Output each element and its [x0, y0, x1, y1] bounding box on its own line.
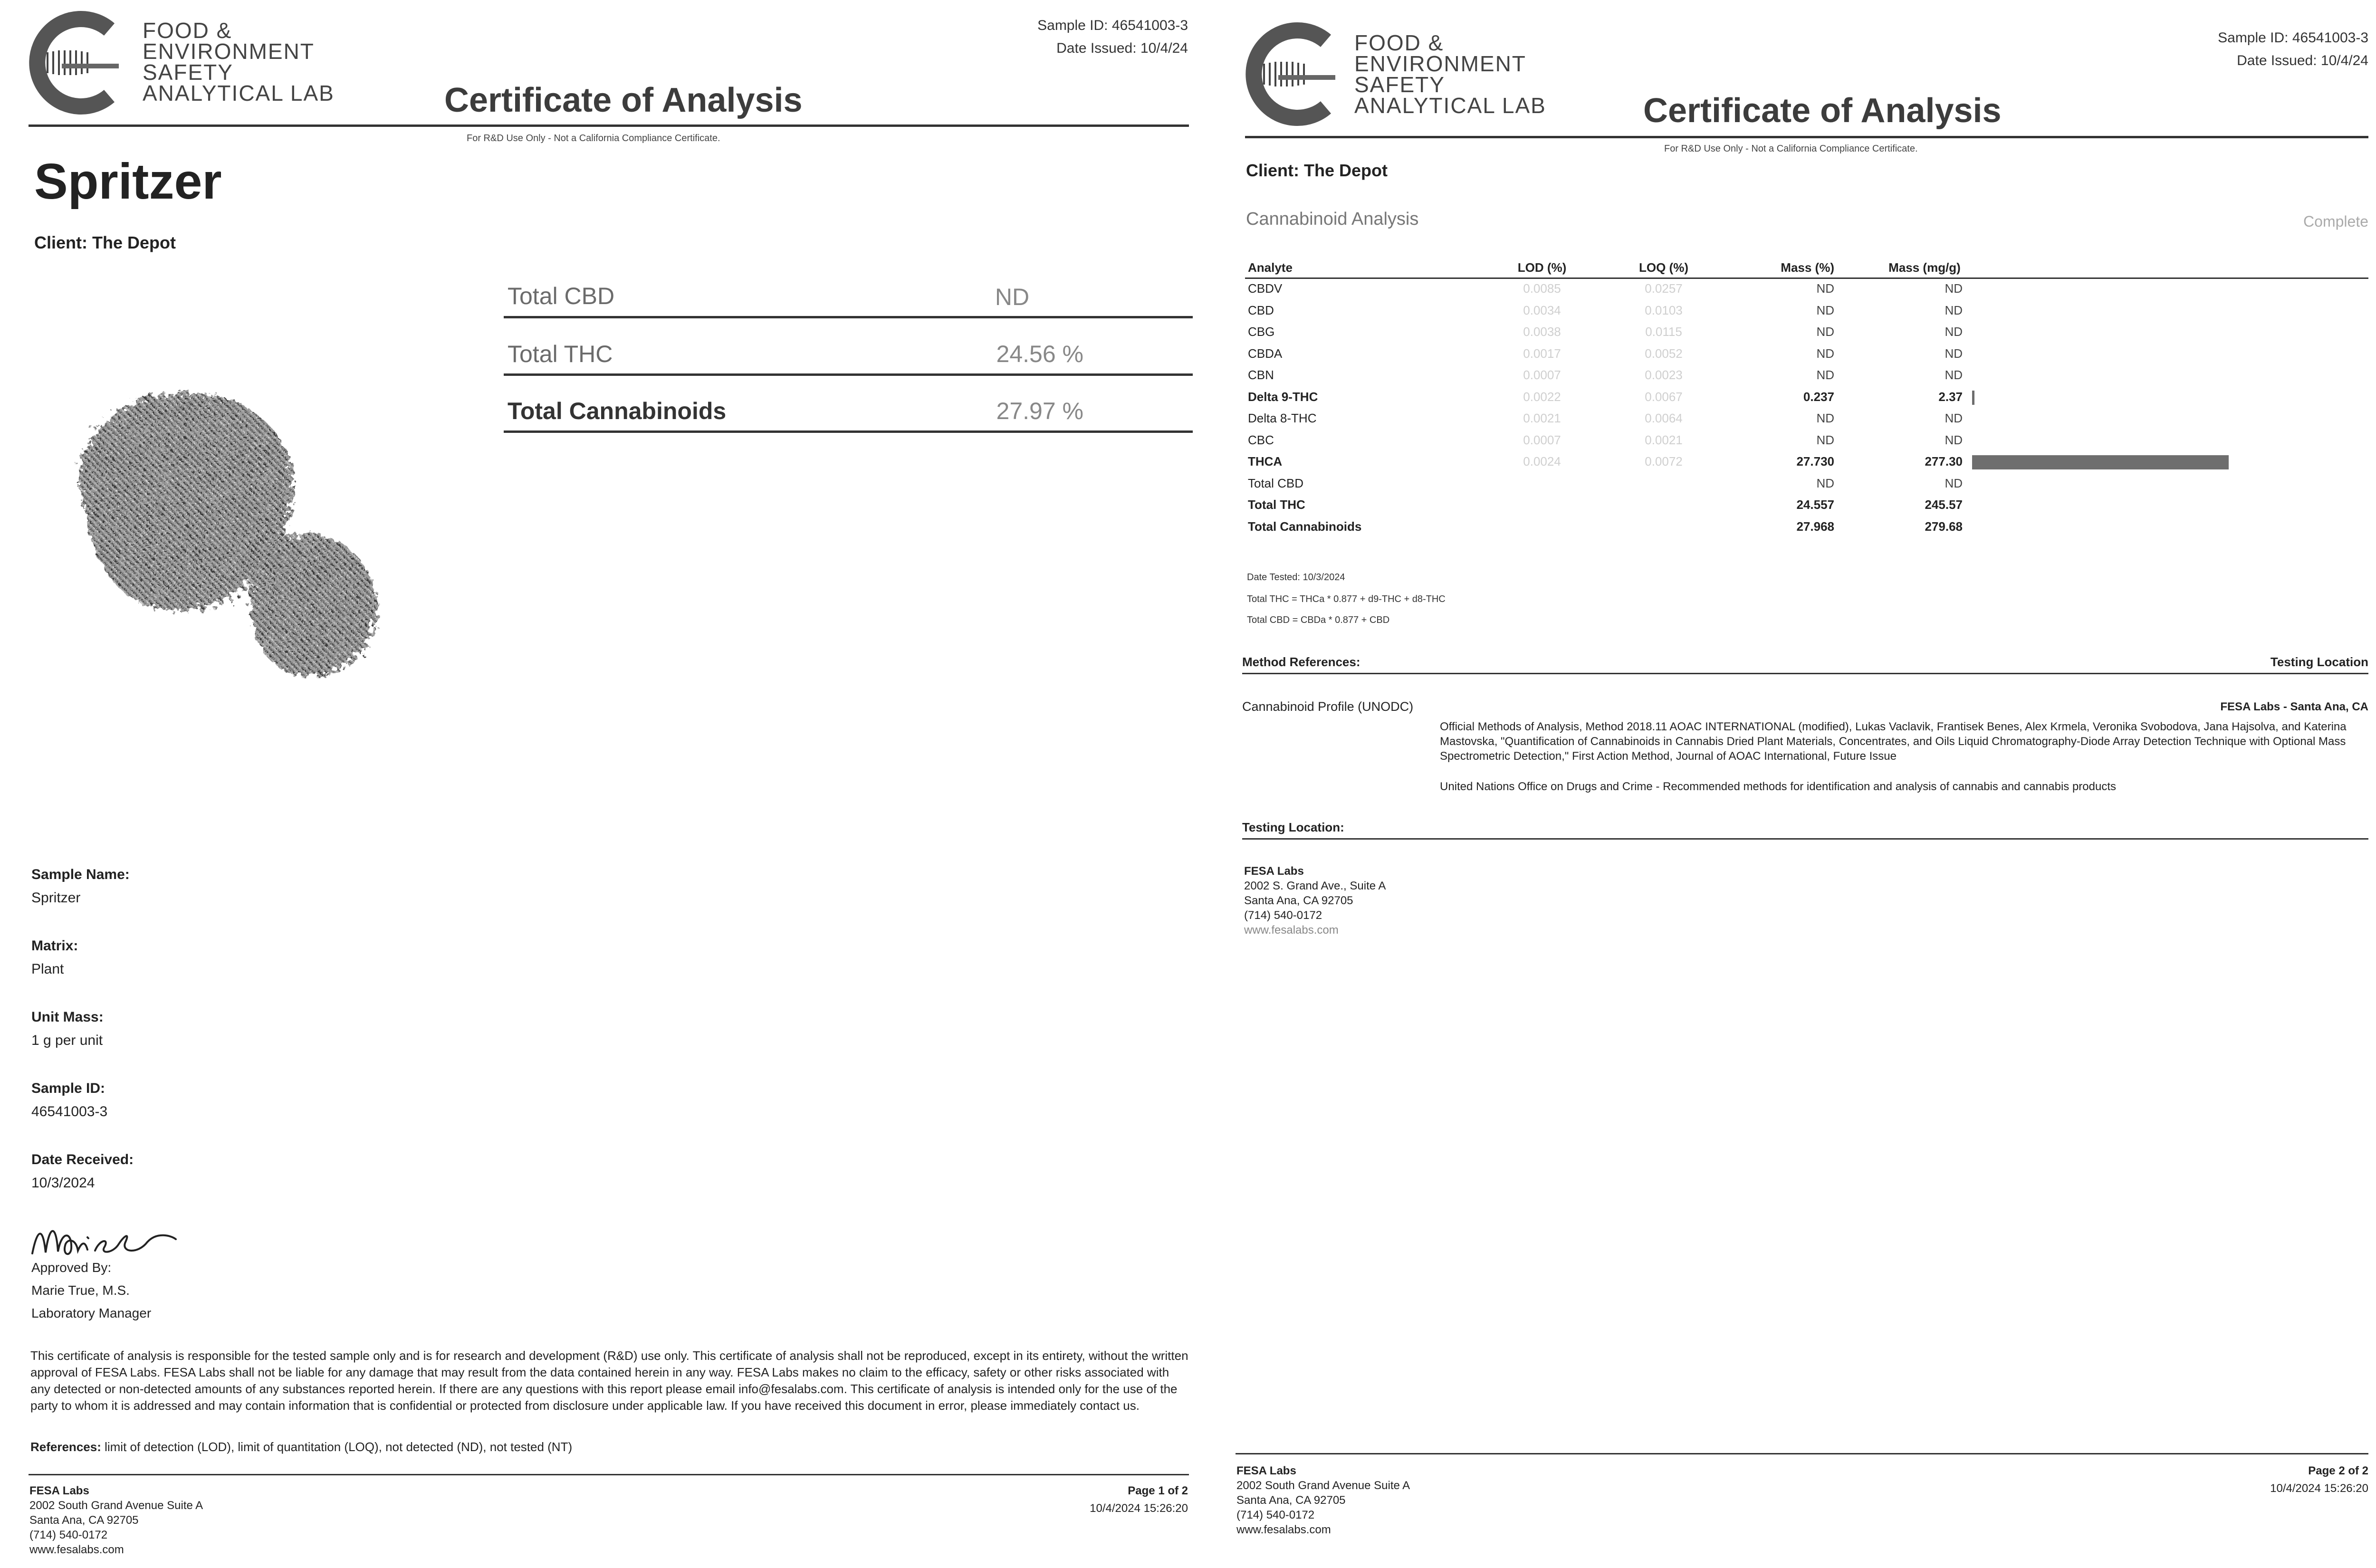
method-name: Cannabinoid Profile (UNODC) — [1242, 699, 1414, 714]
table-header-divider — [1245, 277, 2368, 279]
column-header-mass-pct: Mass (%) — [1781, 260, 1834, 275]
lod-value: 0.0024 — [1523, 454, 1561, 468]
coa-title: Certificate of Analysis — [444, 81, 803, 119]
testing-location-divider — [1242, 838, 2368, 840]
analyte-name: Delta 9-THC — [1248, 390, 1318, 404]
references-text: limit of detection (LOD), limit of quantitation (LOQ), not detected (ND), not tested (NT) — [101, 1440, 573, 1454]
footer-lab-name: FESA Labs — [29, 1484, 89, 1497]
mass-mg-value: ND — [1945, 476, 1963, 490]
lod-value: 0.0085 — [1523, 281, 1561, 296]
footer-page-info — [2270, 1463, 2368, 1496]
mass-pct-value: 27.968 — [1796, 519, 1834, 534]
mass-pct-value: ND — [1816, 476, 1834, 490]
signature — [29, 1211, 181, 1263]
column-header-lod: LOD (%) — [1517, 260, 1567, 275]
client-name: Client: The Depot — [34, 233, 176, 252]
loq-value: 0.0052 — [1645, 346, 1683, 361]
method-divider — [1242, 673, 2368, 674]
method-references-heading: Method References: — [1242, 655, 1360, 669]
footer-phone: (714) 540-0172 — [29, 1529, 108, 1541]
footer-address-line: Santa Ana, CA 92705 — [29, 1514, 139, 1527]
footer-address — [1236, 1463, 1410, 1537]
section-title: Cannabinoid Analysis — [1246, 209, 1419, 229]
field-value: 1 g per unit — [31, 1033, 103, 1048]
logo-line: SAFETY — [143, 60, 233, 85]
loq-value: 0.0064 — [1645, 411, 1683, 425]
logo-line: SAFETY — [1354, 72, 1445, 97]
sample-title: Spritzer — [34, 153, 222, 210]
mass-pct-value: ND — [1816, 303, 1834, 317]
mass-pct-value: ND — [1816, 368, 1834, 382]
mass-pct-value: ND — [1816, 325, 1834, 339]
rd-disclaimer: For R&D Use Only - Not a California Compliance Certificate. — [1664, 143, 1918, 154]
header-meta — [2218, 27, 2368, 72]
analyte-name: Total Cannabinoids — [1248, 519, 1362, 534]
loq-value: 0.0103 — [1645, 303, 1683, 317]
mass-mg-value: 277.30 — [1925, 454, 1963, 468]
lab-logo-text — [1354, 32, 1546, 116]
mass-bar — [1972, 391, 1974, 405]
mass-pct-value: ND — [1816, 433, 1834, 447]
footer-page-info — [1090, 1483, 1188, 1516]
mass-pct-value: ND — [1816, 346, 1834, 361]
column-header-analyte: Analyte — [1248, 260, 1293, 275]
footer-address — [29, 1483, 203, 1557]
column-header-mass-mg: Mass (mg/g) — [1888, 260, 1961, 275]
location-web-link[interactable]: www.fesalabs.com — [1244, 924, 1339, 937]
summary-divider — [504, 316, 1193, 318]
footer-timestamp: 10/4/2024 15:26:20 — [1090, 1502, 1188, 1515]
analysis-status: Complete — [2303, 213, 2368, 230]
footer-divider — [1236, 1453, 2368, 1454]
mass-pct-value: 24.557 — [1796, 497, 1834, 512]
summary-total-cannabinoids-value: 27.97 % — [996, 398, 1083, 424]
logo-line: ENVIRONMENT — [1354, 51, 1526, 76]
analyte-name: CBD — [1248, 303, 1274, 317]
lod-value: 0.0007 — [1523, 368, 1561, 382]
loq-value: 0.0023 — [1645, 368, 1683, 382]
field-value: 10/3/2024 — [31, 1175, 95, 1191]
loq-value: 0.0072 — [1645, 454, 1683, 468]
testing-location-heading: Testing Location — [2270, 655, 2368, 669]
date-issued-line: Date Issued: 10/4/24 — [2237, 53, 2368, 68]
client-name: Client: The Depot — [1246, 161, 1388, 180]
footer-phone: (714) 540-0172 — [1236, 1509, 1315, 1521]
footer-lab-name: FESA Labs — [1236, 1464, 1296, 1477]
footer-timestamp: 10/4/2024 15:26:20 — [2270, 1482, 2368, 1495]
mass-mg-value: ND — [1945, 411, 1963, 425]
logo-line: ANALYTICAL LAB — [143, 81, 335, 105]
logo-line: ANALYTICAL LAB — [1354, 93, 1546, 118]
testing-location-section-heading: Testing Location: — [1242, 820, 1344, 834]
lod-value: 0.0017 — [1523, 346, 1561, 361]
analyte-name: CBG — [1248, 325, 1275, 339]
field-value: 46541003-3 — [31, 1104, 108, 1119]
footer-address-line: Santa Ana, CA 92705 — [1236, 1494, 1346, 1507]
mass-mg-value: ND — [1945, 281, 1963, 296]
method-location: FESA Labs - Santa Ana, CA — [2220, 700, 2368, 713]
loq-value: 0.0257 — [1645, 281, 1683, 296]
summary-divider — [504, 373, 1193, 376]
field-label: Date Received: — [31, 1152, 134, 1167]
analyte-name: CBN — [1248, 368, 1274, 382]
page-number: Page 1 of 2 — [1128, 1484, 1188, 1497]
lod-value: 0.0034 — [1523, 303, 1561, 317]
summary-total-cannabinoids-label: Total Cannabinoids — [508, 398, 727, 424]
rd-disclaimer: For R&D Use Only - Not a California Compliance Certificate. — [467, 133, 720, 143]
header-divider — [1245, 136, 2368, 138]
total-thc-formula: Total THC = THCa * 0.877 + d9-THC + d8-THC — [1247, 594, 1446, 604]
field-value: Spritzer — [31, 890, 81, 906]
approved-by-label: Approved By: — [31, 1260, 112, 1275]
mass-mg-value: ND — [1945, 346, 1963, 361]
mass-pct-value: ND — [1816, 411, 1834, 425]
lod-value: 0.0038 — [1523, 325, 1561, 339]
location-address-line: Santa Ana, CA 92705 — [1244, 894, 1353, 907]
mass-mg-value: ND — [1945, 325, 1963, 339]
date-issued-line: Date Issued: 10/4/24 — [1056, 40, 1188, 56]
summary-total-thc-label: Total THC — [508, 341, 613, 367]
references — [30, 1440, 572, 1454]
analyte-name: Total CBD — [1248, 476, 1304, 490]
references-label: References: — [30, 1440, 101, 1454]
analyte-name: THCA — [1248, 454, 1283, 468]
header-divider — [29, 124, 1189, 127]
analyte-name: CBDA — [1248, 346, 1283, 361]
analyte-name: Delta 8-THC — [1248, 411, 1317, 425]
analyte-name: Total THC — [1248, 497, 1305, 512]
logo-line: ENVIRONMENT — [143, 39, 315, 64]
column-header-loq: LOQ (%) — [1639, 260, 1688, 275]
summary-divider — [504, 430, 1193, 433]
mass-mg-value: 245.57 — [1925, 497, 1963, 512]
sample-photo — [52, 371, 423, 713]
lod-value: 0.0022 — [1523, 390, 1561, 404]
mass-bar — [1972, 455, 2229, 469]
lod-value: 0.0007 — [1523, 433, 1561, 447]
footer-web: www.fesalabs.com — [29, 1543, 124, 1556]
lab-logo-icon — [1245, 22, 1340, 126]
sample-id-line: Sample ID: 46541003-3 — [2218, 30, 2368, 46]
mass-mg-value: 279.68 — [1925, 519, 1963, 534]
mass-pct-value: 27.730 — [1796, 454, 1834, 468]
logo-line: FOOD & — [1354, 30, 1444, 55]
mass-pct-value: 0.237 — [1803, 390, 1834, 404]
summary-total-thc-value: 24.56 % — [996, 341, 1083, 367]
sample-id-line: Sample ID: 46541003-3 — [1037, 18, 1188, 33]
approver-title: Laboratory Manager — [31, 1306, 152, 1320]
legal-disclaimer: This certificate of analysis is responsible for the tested sample only and is for research and development (R&D) use only. This certificate of analysis shall not be reproduced, except in its entirety, without the written approval of FESA Labs. FESA Labs shall not be liable for any damage that may result from the data contained herein in any way. FESA Labs makes no claim to the efficacy, safety or other risks associated with any detected or non-detected amounts of any substances reported herein. If there are any questions with this report please email info@fesalabs.com. This certificate of analysis is intended only for the use of the party to whom it is addressed and may contain information that is confidential or protected from disclosure under applicable law. If you have received this document in error, please immediately contact us. — [30, 1348, 1188, 1413]
footer-address-line: 2002 South Grand Avenue Suite A — [1236, 1479, 1410, 1492]
method-reference-unodc: United Nations Office on Drugs and Crime - Recommended methods for identification and analysis of cannabis and cannabis products — [1440, 780, 2116, 793]
mass-mg-value: ND — [1945, 303, 1963, 317]
analyte-name: CBDV — [1248, 281, 1283, 296]
date-tested: Date Tested: 10/3/2024 — [1247, 572, 1345, 583]
location-phone: (714) 540-0172 — [1244, 909, 1322, 922]
mass-mg-value: 2.37 — [1938, 390, 1963, 404]
lab-logo-icon — [29, 10, 124, 115]
mass-pct-value: ND — [1816, 281, 1834, 296]
field-label: Matrix: — [31, 938, 78, 954]
field-label: Unit Mass: — [31, 1009, 104, 1025]
field-label: Sample Name: — [31, 867, 130, 882]
analyte-name: CBC — [1248, 433, 1274, 447]
location-address-line: 2002 S. Grand Ave., Suite A — [1244, 880, 1386, 892]
method-reference-aoac: Official Methods of Analysis, Method 2018.11 AOAC INTERNATIONAL (modified), Lukas Vaclavik, Frantisek Benes, Alex Krmela, Veronika Svobodova, Jana Hajsolva, and Katerina Mastovska, "Quantification of Cannabinoids in Cannabis Dried Plant Materials, Concentrates, and Oils Liquid Chromatography-Diode Array Detection Technique with Optional Mass Spectrometric Detection," First Action Method, Journal of AOAC International, Future Issue — [1440, 720, 2347, 763]
footer-web: www.fesalabs.com — [1236, 1523, 1331, 1536]
coa-page-2 — [1207, 0, 2376, 1568]
mass-mg-value: ND — [1945, 368, 1963, 382]
logo-line: FOOD & — [143, 18, 232, 43]
loq-value: 0.0115 — [1645, 325, 1682, 339]
lod-value: 0.0021 — [1523, 411, 1561, 425]
footer-address-line: 2002 South Grand Avenue Suite A — [29, 1499, 203, 1512]
summary-total-cbd-label: Total CBD — [508, 283, 615, 309]
testing-location-address — [1244, 864, 1386, 937]
field-label: Sample ID: — [31, 1080, 105, 1096]
loq-value: 0.0067 — [1645, 390, 1683, 404]
lab-logo-text — [143, 20, 335, 104]
summary-total-cbd-value: ND — [995, 284, 1030, 310]
header-meta — [1037, 14, 1188, 60]
field-value: Plant — [31, 961, 64, 977]
footer-divider — [29, 1474, 1189, 1475]
approver-name: Marie True, M.S. — [31, 1283, 130, 1298]
coa-title: Certificate of Analysis — [1643, 92, 2002, 130]
location-name: FESA Labs — [1244, 865, 1304, 878]
page-number: Page 2 of 2 — [2308, 1464, 2368, 1477]
loq-value: 0.0021 — [1645, 433, 1683, 447]
mass-mg-value: ND — [1945, 433, 1963, 447]
total-cbd-formula: Total CBD = CBDa * 0.877 + CBD — [1247, 615, 1390, 625]
